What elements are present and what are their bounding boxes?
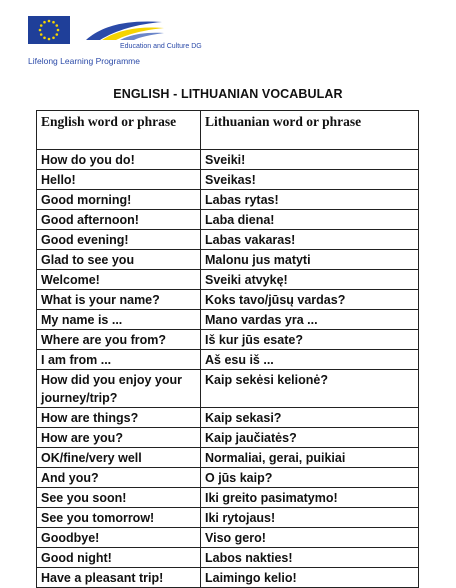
english-phrase-cell: Where are you from? <box>37 330 201 350</box>
table-row <box>37 310 419 330</box>
eu-star-icon <box>40 33 43 36</box>
english-phrase-cell: Good night! <box>37 548 201 568</box>
english-phrase-cell: Welcome! <box>37 270 201 290</box>
eu-star-icon <box>57 29 60 32</box>
table-row <box>37 528 419 548</box>
lithuanian-phrase-cell: Iki rytojaus! <box>201 508 419 528</box>
table-row <box>37 508 419 528</box>
table-row <box>37 428 419 448</box>
table-row <box>37 290 419 310</box>
table-row <box>37 270 419 290</box>
table-row <box>37 230 419 250</box>
eu-star-icon <box>52 21 55 24</box>
lithuanian-phrase-cell: Koks tavo/jūsų vardas? <box>201 290 419 310</box>
education-culture-logo <box>80 14 166 44</box>
english-phrase-cell: And you? <box>37 468 201 488</box>
table-row <box>37 488 419 508</box>
english-column-header: English word or phrase <box>37 111 201 150</box>
lithuanian-phrase-cell: O jūs kaip? <box>201 468 419 488</box>
page-title: ENGLISH - LITHUANIAN VOCABULAR <box>113 87 343 101</box>
table-row <box>37 170 419 190</box>
english-phrase-cell: OK/fine/very well <box>37 448 201 468</box>
table-row <box>37 408 419 428</box>
english-phrase-cell: Good afternoon! <box>37 210 201 230</box>
lithuanian-phrase-cell: Laimingo kelio! <box>201 568 419 588</box>
table-row <box>37 330 419 350</box>
table-row <box>37 370 419 408</box>
lithuanian-phrase-cell: Aš esu iš ... <box>201 350 419 370</box>
lithuanian-phrase-cell: Labas rytas! <box>201 190 419 210</box>
table-row <box>37 568 419 588</box>
english-phrase-cell: Good morning! <box>37 190 201 210</box>
eu-star-icon <box>52 36 55 39</box>
table-row <box>37 250 419 270</box>
lithuanian-phrase-cell: Sveikas! <box>201 170 419 190</box>
table-row <box>37 210 419 230</box>
table-header-row <box>37 111 419 150</box>
eu-star-icon <box>43 21 46 24</box>
english-phrase-cell: Hello! <box>37 170 201 190</box>
eu-star-icon <box>43 36 46 39</box>
page-header <box>28 12 228 68</box>
lithuanian-phrase-cell: Kaip jaučiatės? <box>201 428 419 448</box>
english-phrase-cell: How are things? <box>37 408 201 428</box>
lithuanian-phrase-cell: Kaip sekasi? <box>201 408 419 428</box>
english-phrase-cell: Good evening! <box>37 230 201 250</box>
table-body <box>37 150 419 588</box>
lithuanian-phrase-cell: Viso gero! <box>201 528 419 548</box>
english-phrase-cell: See you soon! <box>37 488 201 508</box>
lithuanian-phrase-cell: Iš kur jūs esate? <box>201 330 419 350</box>
lithuanian-column-header: Lithuanian word or phrase <box>201 111 419 150</box>
english-phrase-cell: What is your name? <box>37 290 201 310</box>
lithuanian-phrase-cell: Malonu jus matyti <box>201 250 419 270</box>
english-phrase-cell: How did you enjoy your journey/trip? <box>37 370 201 408</box>
english-phrase-cell: Have a pleasant trip! <box>37 568 201 588</box>
lithuanian-phrase-cell: Kaip sekėsi kelionė? <box>201 370 419 408</box>
table-row <box>37 350 419 370</box>
eu-star-icon <box>48 38 51 41</box>
english-phrase-cell: My name is ... <box>37 310 201 330</box>
lithuanian-phrase-cell: Mano vardas yra ... <box>201 310 419 330</box>
table-row <box>37 190 419 210</box>
programme-label: Lifelong Learning Programme <box>28 56 140 66</box>
lithuanian-phrase-cell: Iki greito pasimatymo! <box>201 488 419 508</box>
lithuanian-phrase-cell: Normaliai, gerai, puikiai <box>201 448 419 468</box>
lithuanian-phrase-cell: Labos nakties! <box>201 548 419 568</box>
lithuanian-phrase-cell: Sveiki! <box>201 150 419 170</box>
english-phrase-cell: How do you do! <box>37 150 201 170</box>
table-row <box>37 468 419 488</box>
eu-star-icon <box>55 33 58 36</box>
eu-star-icon <box>48 20 51 23</box>
table-row <box>37 548 419 568</box>
table-row <box>37 448 419 468</box>
english-phrase-cell: Goodbye! <box>37 528 201 548</box>
lithuanian-phrase-cell: Laba diena! <box>201 210 419 230</box>
eu-star-icon <box>40 24 43 27</box>
english-phrase-cell: Glad to see you <box>37 250 201 270</box>
eu-star-icon <box>39 29 42 32</box>
english-phrase-cell: See you tomorrow! <box>37 508 201 528</box>
dg-label: Education and Culture DG <box>120 43 202 50</box>
eu-flag-logo <box>28 16 70 44</box>
lithuanian-phrase-cell: Sveiki atvykę! <box>201 270 419 290</box>
table-row <box>37 150 419 170</box>
eu-star-icon <box>55 24 58 27</box>
english-phrase-cell: How are you? <box>37 428 201 448</box>
english-phrase-cell: I am from ... <box>37 350 201 370</box>
vocabulary-table <box>36 110 419 588</box>
lithuanian-phrase-cell: Labas vakaras! <box>201 230 419 250</box>
